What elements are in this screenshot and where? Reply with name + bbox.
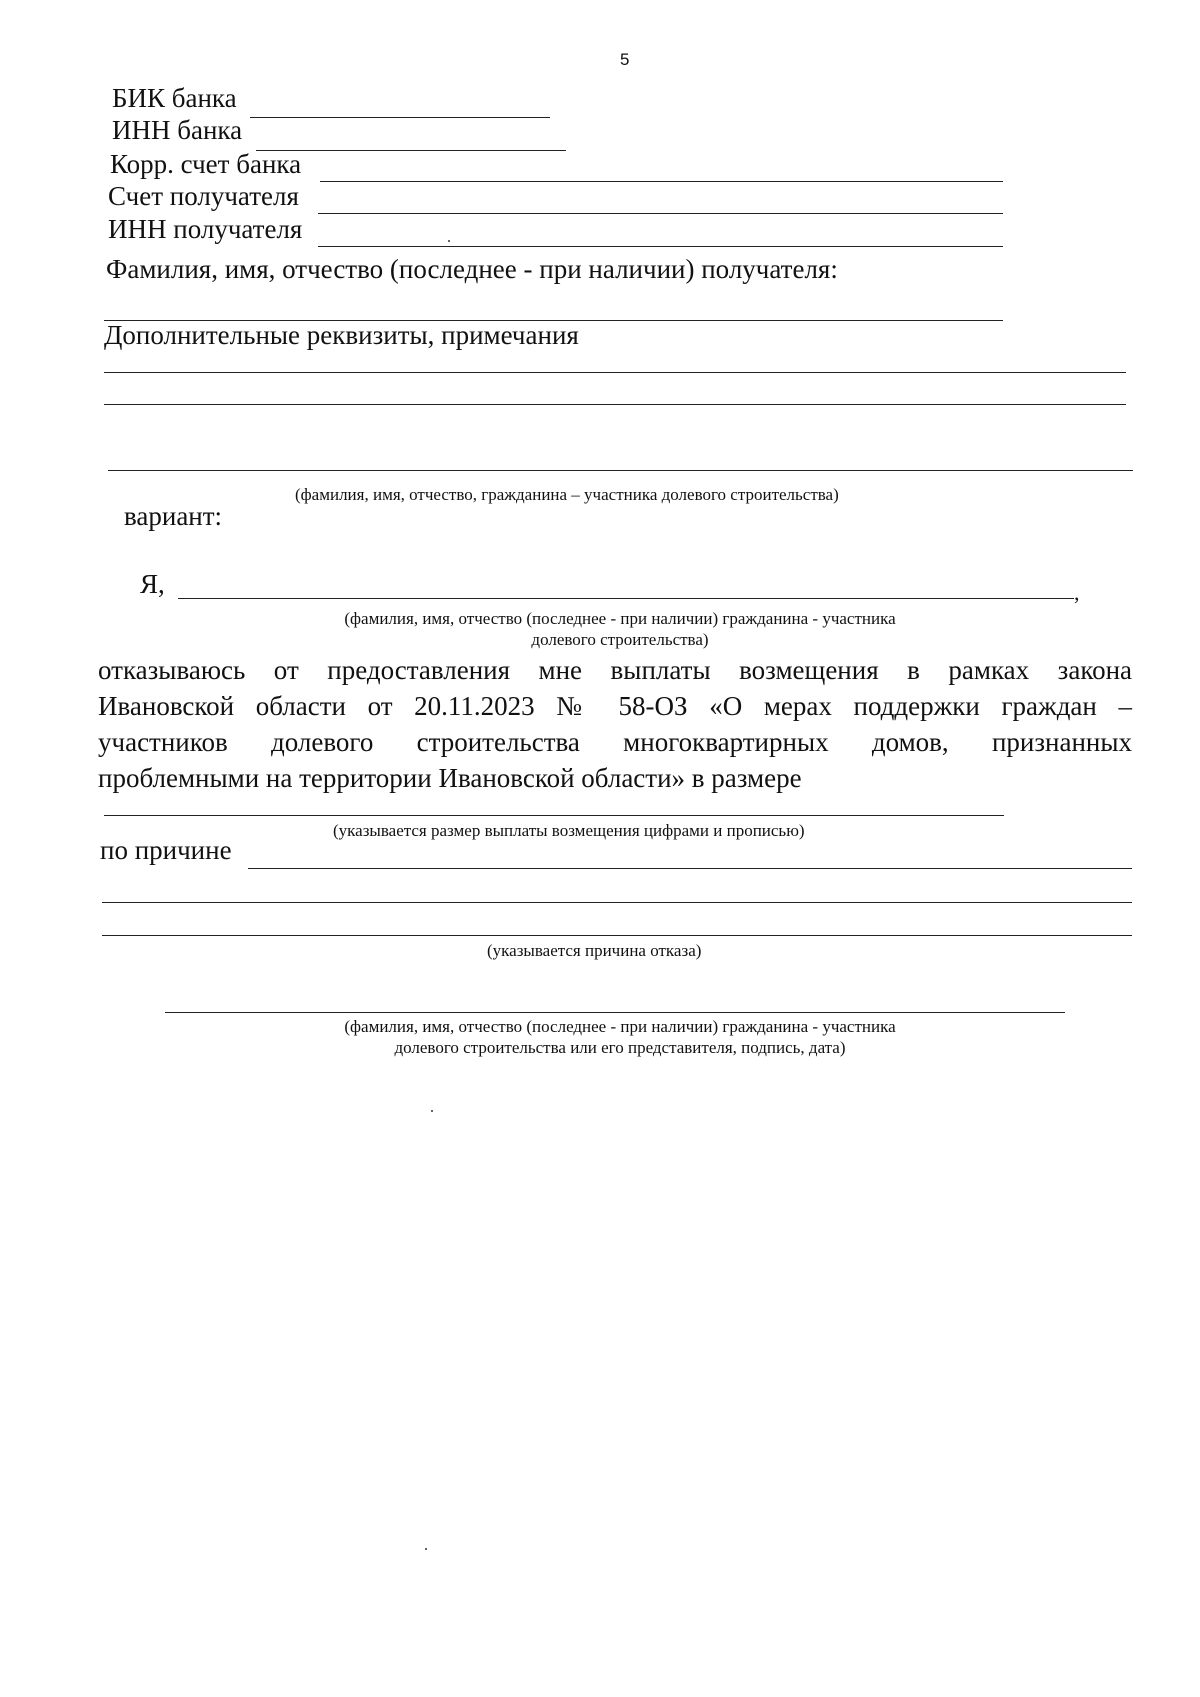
signature-line[interactable]	[165, 1012, 1065, 1013]
inn-bank-field-line[interactable]	[256, 150, 566, 151]
bik-label: БИК банка	[112, 83, 237, 113]
i-label: Я,	[140, 569, 165, 599]
scan-speck	[425, 1548, 427, 1550]
inn-bank-label: ИНН банка	[112, 115, 243, 145]
scan-speck	[431, 1110, 433, 1112]
declarant-name-caption-line1: (фамилия, имя, отчество (последнее - при наличии) гражданина - участника	[344, 609, 896, 628]
corr-account-label: Корр. счет банка	[110, 149, 302, 179]
declarant-comma: ,	[1074, 580, 1080, 605]
refusal-paragraph	[98, 652, 1132, 796]
additional-details-label: Дополнительные реквизиты, примечания	[104, 320, 579, 350]
recipient-account-field-line[interactable]	[318, 213, 1003, 214]
refusal-line-1: отказываюсь от предоставления мне выплаты возмещения в рамках закона	[98, 655, 1132, 685]
variant-label: вариант:	[124, 501, 223, 531]
recipient-inn-field-line[interactable]	[318, 246, 1003, 247]
reason-line-1[interactable]	[248, 868, 1132, 869]
recipient-inn-label: ИНН получателя	[108, 214, 303, 244]
signature-caption	[280, 1016, 960, 1059]
recipient-name-label: Фамилия, имя, отчество (последнее - при наличии) получателя:	[106, 254, 838, 284]
citizen-name-line[interactable]	[108, 470, 1133, 471]
reason-line-2[interactable]	[102, 902, 1132, 903]
recipient-account-label: Счет получателя	[108, 181, 299, 211]
bik-field-line[interactable]	[250, 117, 550, 118]
refusal-line-3: участников долевого строительства многоквартирных домов, признанных	[98, 727, 1132, 757]
signature-caption-line1: (фамилия, имя, отчество (последнее - при наличии) гражданина - участника	[344, 1017, 896, 1036]
signature-caption-line2: долевого строительства или его представителя, подпись, дата)	[394, 1038, 846, 1058]
page-number: 5	[620, 50, 630, 69]
declarant-name-caption-line2: долевого строительства)	[531, 630, 709, 650]
declarant-name-caption	[290, 608, 950, 651]
reason-label: по причине	[100, 835, 232, 865]
refusal-line-4: проблемными на территории Ивановской области» в размере	[98, 763, 802, 793]
scan-speck	[448, 240, 450, 242]
amount-line[interactable]	[104, 815, 1004, 816]
additional-details-line-1[interactable]	[104, 372, 1126, 373]
refusal-line-2: Ивановской области от 20.11.2023 № 58-ОЗ «О мерах поддержки граждан –	[98, 691, 1132, 721]
additional-details-line-2[interactable]	[104, 404, 1126, 405]
reason-caption: (указывается причина отказа)	[487, 941, 702, 960]
citizen-name-caption: (фамилия, имя, отчество, гражданина – участника долевого строительства)	[295, 485, 839, 504]
corr-account-field-line[interactable]	[320, 181, 1003, 182]
declarant-name-line[interactable]	[178, 598, 1074, 599]
amount-caption: (указывается размер выплаты возмещения цифрами и прописью)	[333, 821, 805, 840]
reason-line-3[interactable]	[102, 935, 1132, 936]
